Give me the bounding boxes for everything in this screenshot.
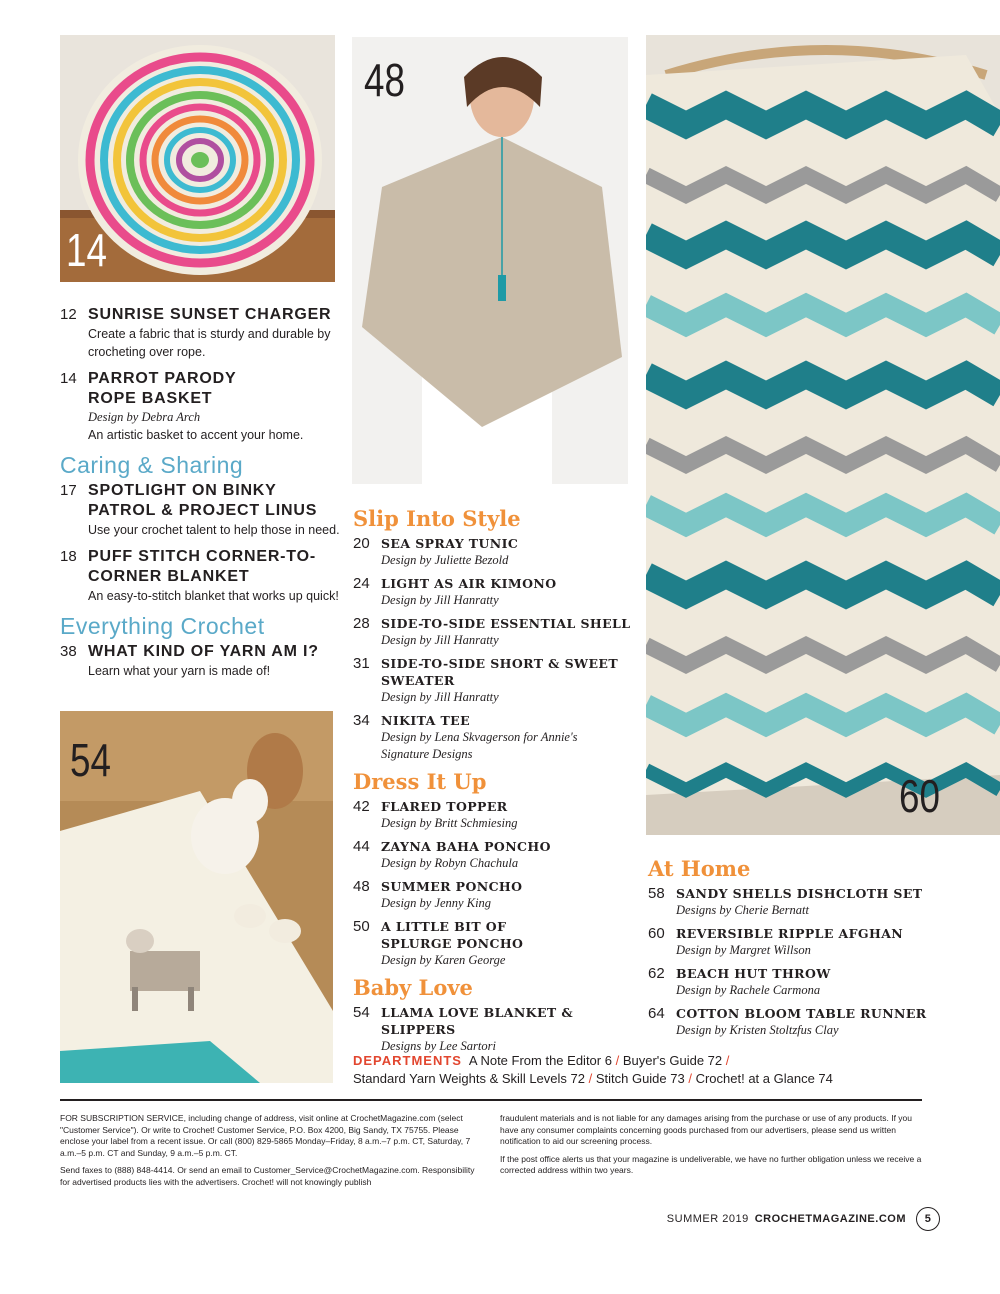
- page-number: 28: [353, 615, 370, 632]
- subscription-info: [60, 1113, 480, 1194]
- page-number: 44: [353, 838, 370, 855]
- toc-entry[interactable]: [353, 575, 638, 609]
- department-link[interactable]: Standard Yarn Weights & Skill Levels 72: [353, 1071, 585, 1086]
- basket-page-number: 14: [66, 224, 107, 276]
- page-number: 50: [353, 918, 370, 935]
- page-number: 42: [353, 798, 370, 815]
- designer-credit: Design by Jill Hanratty: [381, 633, 499, 647]
- llama-page-number: 54: [70, 734, 111, 786]
- article-description: An easy-to-stitch blanket that works up quick!: [88, 589, 339, 603]
- middle-column: [353, 506, 638, 1061]
- divider-rule: [60, 1099, 922, 1101]
- article-title: SUMMER PONCHO: [381, 879, 523, 894]
- page-number: 18: [60, 548, 77, 565]
- fax-email-paragraph: Send faxes to (888) 848-4414. Or send an email to Customer_Service@CrochetMagazine.com. Responsibility for advertised products lies with the advertisers. Crochet! will not knowingly publish: [60, 1165, 475, 1187]
- article-description: An artistic basket to accent your home.: [88, 428, 304, 442]
- left-column: [60, 305, 345, 688]
- article-title: SUNRISE SUNSET CHARGER: [88, 306, 332, 323]
- postal-paragraph: If the post office alerts us that your magazine is undeliverable, we have no further obligation unless we receive a corrected address within two years.: [500, 1153, 922, 1175]
- article-title: PUFF STITCH CORNER-TO-CORNER BLANKET: [88, 548, 316, 585]
- toc-entry[interactable]: [353, 918, 638, 969]
- page-number: 38: [60, 643, 77, 660]
- department-link[interactable]: A Note From the Editor 6: [468, 1053, 612, 1068]
- page-number: 20: [353, 535, 370, 552]
- article-description: Learn what your yarn is made of!: [88, 664, 271, 678]
- article-title: COTTON BLOOM TABLE RUNNER: [676, 1006, 927, 1021]
- article-title: NIKITA TEE: [381, 713, 471, 728]
- advertiser-info: [500, 1113, 922, 1183]
- designer-credit: Design by Debra Arch: [88, 410, 201, 424]
- issue-date: SUMMER 2019: [666, 1213, 749, 1225]
- right-column: [648, 856, 948, 1045]
- page-number: 54: [353, 1004, 370, 1021]
- designer-credit: Design by Lena Skvagerson for Annie's Signature Designs: [381, 730, 578, 761]
- designer-credit: Design by Robyn Chachula: [381, 856, 519, 870]
- page-number: 64: [648, 1005, 665, 1022]
- page-number: 34: [353, 712, 370, 729]
- article-title: SIDE-TO-SIDE SHORT & SWEET SWEATER: [381, 656, 619, 688]
- article-title: SIDE-TO-SIDE ESSENTIAL SHELL: [381, 616, 631, 631]
- toc-entry[interactable]: [353, 535, 638, 569]
- article-title: LIGHT AS AIR KIMONO: [381, 576, 557, 591]
- toc-entry[interactable]: [353, 798, 638, 832]
- toc-entry[interactable]: [648, 1005, 948, 1039]
- page-number: 48: [353, 878, 370, 895]
- afghan-photo: [646, 35, 1000, 835]
- article-title: REVERSIBLE RIPPLE AFGHAN: [676, 926, 904, 941]
- subscription-paragraph: FOR SUBSCRIPTION SERVICE, including change of address, visit online at CrochetMagazine.com (select "Customer Service"). Or write to Crochet! Customer Service, P.O. Box 4200, Big Sandy, TX 75755. Please enclose your label from a recent issue. Or call (800) 829-5865 Monday–Friday, 8 a.m.–7 p.m. CT, Saturday, 7 a.m.–5 p.m. CT and Sunday, 9 a.m.–5 p.m. CT.: [60, 1113, 471, 1158]
- article-title: LLAMA LOVE BLANKET & SLIPPERS: [381, 1005, 574, 1037]
- page-footer: [667, 1207, 940, 1231]
- designer-credit: Design by Jill Hanratty: [381, 690, 499, 704]
- section-heading-home: At Home: [648, 856, 751, 881]
- toc-entry[interactable]: [353, 838, 638, 872]
- llama-photo: [60, 711, 333, 1083]
- page-number: 24: [353, 575, 370, 592]
- afghan-page-number: 60: [899, 770, 940, 822]
- section-heading-everything: Everything Crochet: [60, 613, 265, 639]
- page-number: 17: [60, 482, 77, 499]
- department-link[interactable]: Crochet! at a Glance 74: [695, 1071, 833, 1086]
- designer-credit: Design by Britt Schmiesing: [381, 816, 518, 830]
- toc-entry[interactable]: [60, 547, 345, 605]
- page-number: 62: [648, 965, 665, 982]
- section-heading-caring: Caring & Sharing: [60, 452, 244, 478]
- page-number: 58: [648, 885, 665, 902]
- designer-credit: Design by Juliette Bezold: [381, 553, 509, 567]
- toc-entry[interactable]: [60, 642, 345, 680]
- article-title: SPOTLIGHT ON BINKY PATROL & PROJECT LINUS: [88, 482, 318, 519]
- department-link[interactable]: Stitch Guide 73: [595, 1071, 685, 1086]
- toc-entry[interactable]: [60, 481, 345, 539]
- afghan-illustration: [646, 35, 1000, 835]
- departments-line: DEPARTMENTS A Note From the Editor 6 / Buyer's Guide 72 / Standard Yarn Weights & Skill Levels 72 / Stitch Guide 73 / Crochet! at a Glance 74: [353, 1053, 833, 1086]
- designer-credit: Designs by Lee Sartori: [381, 1039, 496, 1053]
- toc-entry[interactable]: [648, 965, 948, 999]
- article-title: WHAT KIND OF YARN AM I?: [88, 643, 319, 660]
- basket-photo: [60, 35, 335, 282]
- advertiser-paragraph: fraudulent materials and is not liable for any damages arising from the purchase or use of any products. If you have any consumer complaints concerning goods purchased from our advertisers, please send us written notification to aid our screening process.: [500, 1113, 913, 1146]
- designer-credit: Designs by Cherie Bernatt: [676, 903, 809, 917]
- departments-label: DEPARTMENTS: [353, 1053, 462, 1068]
- designer-credit: Design by Kristen Stoltzfus Clay: [676, 1023, 839, 1037]
- article-description: Create a fabric that is sturdy and durable by crocheting over rope.: [88, 327, 331, 359]
- article-title: A LITTLE BIT OF SPLURGE PONCHO: [381, 919, 524, 951]
- toc-entry[interactable]: [648, 925, 948, 959]
- toc-entry[interactable]: [648, 885, 948, 919]
- section-heading-slip: Slip Into Style: [353, 506, 521, 531]
- article-title: ZAYNA BAHA PONCHO: [381, 839, 551, 854]
- page-number: 12: [60, 306, 77, 323]
- article-title: FLARED TOPPER: [381, 799, 508, 814]
- toc-entry[interactable]: [353, 878, 638, 912]
- toc-entry[interactable]: [60, 305, 345, 361]
- toc-entry[interactable]: [60, 369, 345, 444]
- poncho-page-number: 48: [364, 54, 405, 106]
- designer-credit: Design by Margret Willson: [676, 943, 811, 957]
- toc-entry[interactable]: [353, 655, 638, 706]
- page-number: 31: [353, 655, 370, 672]
- page-number: 14: [60, 370, 77, 387]
- toc-entry[interactable]: [353, 615, 638, 649]
- designer-credit: Design by Karen George: [381, 953, 506, 967]
- article-title: BEACH HUT THROW: [676, 966, 831, 981]
- article-title: PARROT PARODY ROPE BASKET: [88, 370, 237, 407]
- poncho-photo: [352, 37, 628, 484]
- article-title: SEA SPRAY TUNIC: [381, 536, 519, 551]
- toc-entry[interactable]: [353, 712, 638, 763]
- section-heading-baby: Baby Love: [353, 975, 473, 1000]
- page-number: 60: [648, 925, 665, 942]
- folio-page-number: 5: [916, 1207, 940, 1231]
- designer-credit: Design by Jill Hanratty: [381, 593, 499, 607]
- designer-credit: Design by Rachele Carmona: [676, 983, 821, 997]
- article-description: Use your crochet talent to help those in need.: [88, 523, 340, 537]
- department-link[interactable]: Buyer's Guide 72: [622, 1053, 723, 1068]
- website-link[interactable]: CROCHETMAGAZINE.COM: [754, 1213, 906, 1225]
- designer-credit: Design by Jenny King: [381, 896, 492, 910]
- article-title: SANDY SHELLS DISHCLOTH SET: [676, 886, 923, 901]
- toc-entry[interactable]: [353, 1004, 638, 1055]
- section-heading-dress: Dress It Up: [353, 769, 487, 794]
